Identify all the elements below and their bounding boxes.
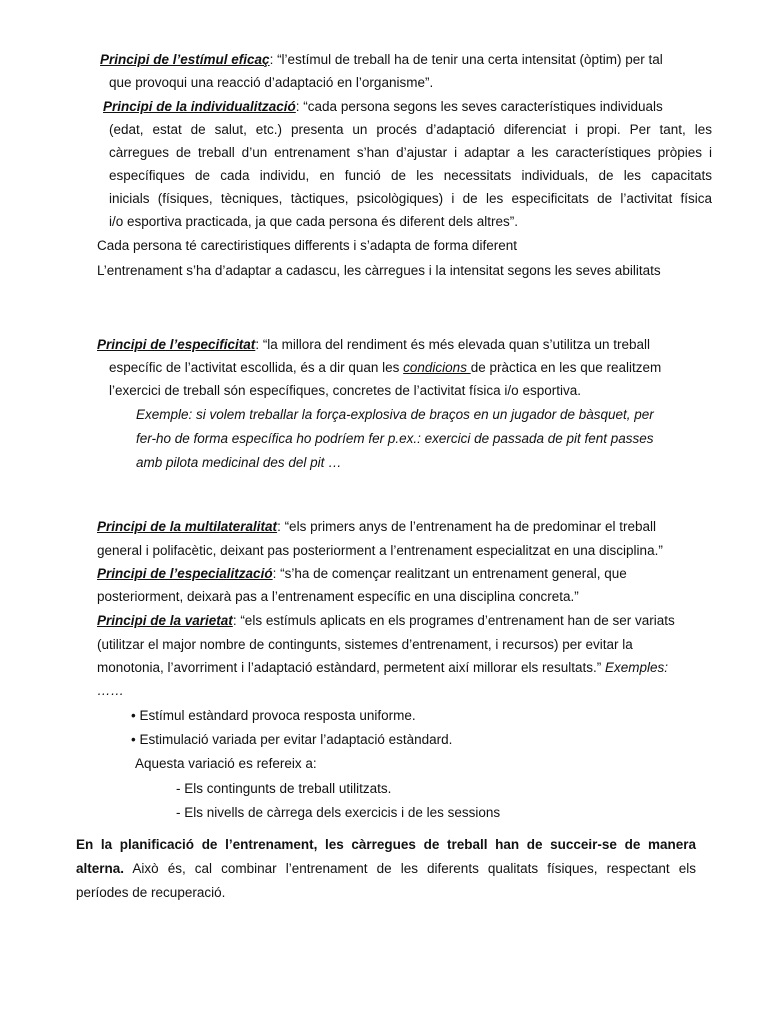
especificitat-line-3: l’exercici de treball són específiques, concretes de l’activitat física i/o esportiva.	[109, 383, 581, 398]
conclusio-line-2	[76, 860, 696, 878]
condicions-word: condicions	[403, 360, 471, 375]
especificitat-text-1: : “la millora del rendiment és més elevada quan s’utilitza un treball	[255, 337, 651, 352]
varietat-dots: ……	[97, 683, 124, 698]
conclusio-text-2: Això és, cal combinar l’entrenament de les diferents qualitats físiques, respectant els	[124, 861, 696, 876]
individualitzacio-term: Principi de la individualització	[103, 99, 296, 114]
varietat-text-3: monotonia, l’avorriment i l’adaptació estàndard, permetent així millorar els resultats.”	[97, 660, 605, 675]
varietat-dash-2: - Els nivells de càrrega dels exercicis i de les sessions	[176, 805, 501, 820]
varietat-bullet-1: • Estímul estàndard provoca resposta uniforme.	[131, 708, 416, 723]
individualitzacio-line-2: (edat, estat de salut, etc.) presenta un procés d’adaptació diferenciat i propi. Per tant, les	[109, 122, 712, 137]
especificitat-example-3: amb pilota medicinal des del pit …	[136, 455, 342, 470]
especificitat-term: Principi de l’especificitat	[97, 337, 256, 352]
especificitat-text-2: específic de l’activitat escollida, és a dir quan les	[109, 360, 404, 375]
conclusio-bold-2: alterna.	[76, 861, 125, 876]
especificitat-text-2-end: de pràctica en les que realitzem	[470, 360, 662, 375]
especificitat-example-2: fer-ho de forma específica ho podríem fer p.ex.: exercici de passada de pit fent passes	[136, 431, 654, 446]
especificitat-line-2	[109, 359, 661, 377]
varietat-line-1	[97, 612, 675, 630]
estimul-term: Principi de l’estímul eficaç	[100, 52, 270, 67]
individualitzacio-line-5: inicials (físiques, tècniques, tàctiques, psicològiques) i de les especificitats de l’activitat física	[109, 191, 712, 206]
multilateralitat-line-1	[97, 518, 656, 536]
varietat-bullet-2: • Estimulació variada per evitar l’adaptació estàndard.	[131, 732, 453, 747]
estimul-text-1: : “l’estímul de treball ha de tenir una certa intensitat (òptim) per tal	[269, 52, 663, 67]
varietat-dash-1: - Els contingunts de treball utilitzats.	[176, 781, 392, 796]
varietat-line-3	[97, 659, 668, 677]
conclusio-line-1: En la planificació de l’entrenament, les càrregues de treball han de succeir-se de manera	[76, 837, 696, 852]
individualitzacio-note-1: Cada persona té carectiristiques differents i s’adapta de forma diferent	[97, 238, 517, 253]
multilateralitat-line-2: general i polifacètic, deixant pas posteriorment a l’entrenament especialitzat en una disciplina.”	[97, 543, 663, 558]
varietat-term: Principi de la varietat	[97, 613, 233, 628]
estimul-line-1	[100, 51, 663, 69]
multilateralitat-text-1: : “els primers anys de l’entrenament ha de predominar el treball	[277, 519, 656, 534]
varietat-text-1: : “els estímuls aplicats en els programes d’entrenament han de ser variats	[232, 613, 675, 628]
individualitzacio-line-1	[103, 98, 663, 116]
varietat-intro: Aquesta variació es refereix a:	[135, 756, 317, 771]
especificitat-line-1	[97, 336, 650, 354]
especificitat-example-1: Exemple: si volem treballar la força-explosiva de braços en un jugador de bàsquet, per	[136, 407, 654, 422]
individualitzacio-line-6: i/o esportiva practicada, ja que cada persona és diferent dels altres”.	[109, 214, 518, 229]
especialitzacio-text-1: : “s’ha de començar realitzant un entrenament general, que	[272, 566, 627, 581]
individualitzacio-text-1: : “cada persona segons les seves característiques individuals	[295, 99, 663, 114]
exemples-label: Exemples:	[604, 660, 669, 675]
especialitzacio-line-1	[97, 565, 627, 583]
estimul-line-2: que provoqui una reacció d’adaptació en l’organisme”.	[109, 75, 434, 90]
individualitzacio-line-3: càrregues de treball d’un entrenament s’han d’ajustar i adaptar a les característiques pròpies i	[109, 145, 712, 160]
multilateralitat-term: Principi de la multilateralitat	[97, 519, 278, 534]
especialitzacio-term: Principi de l’especialització	[97, 566, 273, 581]
conclusio-line-3: períodes de recuperació.	[76, 885, 226, 900]
individualitzacio-note-2: L’entrenament s’ha d’adaptar a cadascu, les càrregues i la intensitat segons les seves abilitats	[97, 263, 661, 278]
individualitzacio-line-4: específiques de cada individu, en funció de les necessitats individuals, de les capacitats	[109, 168, 712, 183]
especialitzacio-line-2: posteriorment, deixarà pas a l’entrenament específic en una disciplina concreta.”	[97, 589, 579, 604]
varietat-line-2: (utilitzar el major nombre de contingunts, sistemes d’entrenament, i recursos) per evitar la	[97, 637, 633, 652]
